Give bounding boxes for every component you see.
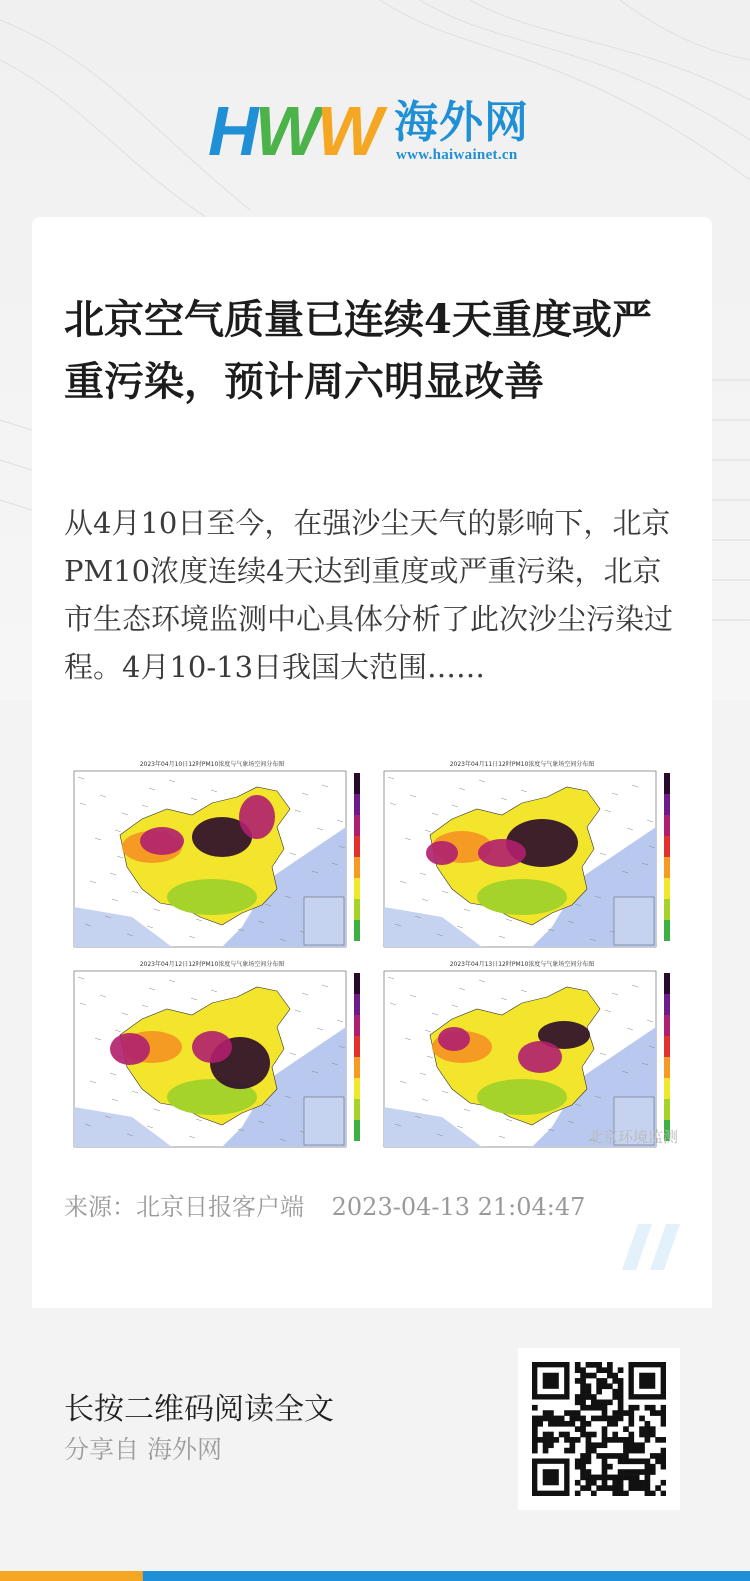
pollution-hotspot (140, 827, 184, 855)
article-card[interactable] (32, 217, 712, 1308)
share-footer (0, 1308, 750, 1571)
pollution-hotspot (110, 1033, 150, 1065)
colorbar-segment (664, 973, 670, 994)
shared-from: 分享自 海外网 (64, 1435, 222, 1464)
colorbar-segment (354, 1036, 360, 1057)
map-panel (382, 957, 682, 1151)
map-panel (72, 757, 372, 951)
qr-code-icon (532, 1362, 666, 1496)
colorbar-segment (664, 773, 670, 794)
logo-letter-w1: W (254, 92, 317, 170)
pm10-map (72, 757, 372, 951)
colorbar-segment (354, 994, 360, 1015)
south-sea-inset (304, 897, 344, 945)
colorbar-segment (664, 1078, 670, 1099)
qr-read-prompt: 长按二维码阅读全文 (64, 1392, 334, 1427)
colorbar-segment (354, 1078, 360, 1099)
concentration-region (477, 1079, 567, 1115)
pm10-map (72, 957, 372, 1151)
pm10-map (382, 957, 682, 1151)
colorbar-segment (664, 994, 670, 1015)
concentration-region (167, 879, 257, 915)
article-source (64, 1187, 585, 1222)
publish-timestamp: 2023-04-13 21:04:47 (331, 1193, 586, 1221)
colorbar-segment (354, 878, 360, 899)
qr-code[interactable] (518, 1348, 680, 1510)
colorbar-segment (354, 815, 360, 836)
colorbar-segment (354, 794, 360, 815)
colorbar-segment (664, 878, 670, 899)
colorbar-segment (664, 899, 670, 920)
quote-mark-icon (622, 1224, 680, 1270)
colorbar-segment (354, 1120, 360, 1141)
pollution-hotspot (518, 1041, 562, 1073)
map-caption: 2023年04月13日12时PM10浓度与气象场空间分布图 (449, 961, 595, 968)
colorbar-segment (354, 857, 360, 878)
colorbar-segment (664, 794, 670, 815)
logo-letter-h: H (208, 92, 255, 170)
south-sea-inset (304, 1097, 344, 1145)
colorbar-segment (664, 1015, 670, 1036)
article-summary: 从4月10日至今，在强沙尘天气的影响下，北京PM10浓度连续4天达到重度或严重污染，北京市生态环境监测中心具体分析了此次沙尘污染过程。4月10-13日我国大范围…… (64, 506, 674, 684)
logo-letters (208, 92, 379, 170)
pollution-hotspot (438, 1027, 470, 1051)
colorbar-segment (664, 1099, 670, 1120)
south-sea-inset (614, 897, 654, 945)
pm10-map-figure (68, 757, 684, 1155)
colorbar-segment (354, 1099, 360, 1120)
colorbar-segment (664, 1036, 670, 1057)
pollution-hotspot (192, 1031, 232, 1063)
colorbar-segment (354, 1057, 360, 1078)
colorbar-segment (354, 899, 360, 920)
article-title: 北京空气质量已连续4天重度或严重污染，预计周六明显改善 (64, 296, 652, 405)
pollution-hotspot (426, 841, 458, 865)
logo-letter-w2: W (316, 92, 379, 170)
logo-url: www.haiwainet.cn (396, 147, 518, 163)
colorbar-segment (354, 973, 360, 994)
bottom-accent-bar (0, 1571, 750, 1581)
colorbar-segment (354, 773, 360, 794)
colorbar-segment (354, 1015, 360, 1036)
colorbar-segment (664, 857, 670, 878)
colorbar-segment (664, 1057, 670, 1078)
map-panel (72, 957, 372, 1151)
map-caption: 2023年04月11日12时PM10浓度与气象场空间分布图 (449, 761, 595, 768)
weibo-watermark: 北京环境监测 (587, 1128, 678, 1146)
haiwainet-logo (208, 92, 548, 170)
colorbar-segment (354, 836, 360, 857)
pm10-map (382, 757, 682, 951)
pollution-hotspot (239, 795, 275, 839)
qr-finder (543, 1469, 559, 1485)
qr-finder (639, 1373, 655, 1389)
map-caption: 2023年04月12日12时PM10浓度与气象场空间分布图 (139, 961, 285, 968)
map-caption: 2023年04月10日12时PM10浓度与气象场空间分布图 (139, 761, 285, 768)
colorbar-segment (664, 815, 670, 836)
colorbar-segment (354, 920, 360, 941)
map-panel (382, 757, 682, 951)
pollution-hotspot (478, 839, 526, 867)
colorbar-segment (664, 920, 670, 941)
concentration-region (477, 879, 567, 915)
colorbar-segment (664, 836, 670, 857)
qr-finder (543, 1373, 559, 1389)
source-label: 来源：北京日报客户端 (64, 1193, 304, 1221)
logo-name: 海外网 (394, 97, 529, 148)
